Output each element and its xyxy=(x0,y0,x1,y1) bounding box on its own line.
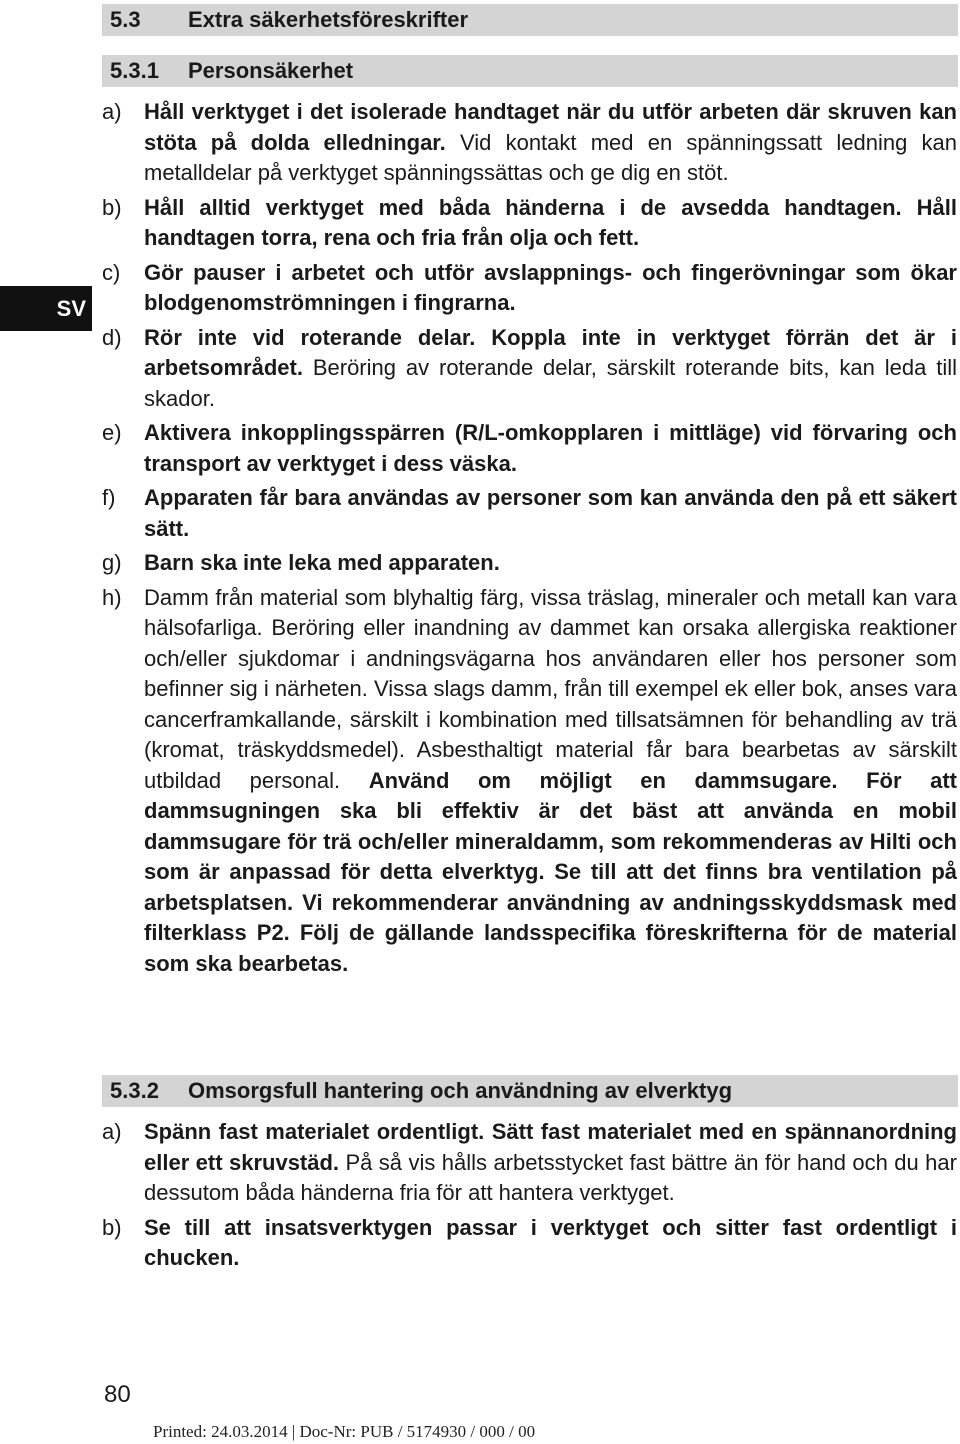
item-letter: f) xyxy=(102,485,116,510)
item-bold-text: Rör inte vid roterande delar. Koppla inte in verktyget förrän det är i arbetsområdet. xyxy=(144,324,957,380)
item-letter: e) xyxy=(102,420,122,445)
list-item xyxy=(102,323,957,415)
subsection-heading-1 xyxy=(102,55,958,87)
item-text xyxy=(144,1117,957,1209)
item-bold-text: Använd om möjligt en dammsugare. För att dammsugningen ska bli effektiv är det bäst att använda en mobil dammsugare för trä och/eller mineraldamm, som rekommenderas av Hilti och som är anpassad för detta elverktyg. Se till att det finns bra ventilation på arbetsplatsen. Vi rekommenderar användning av andningsskyddsmask med filterklass P2. Följ de gällande landsspecifika föreskrifterna för de material som ska bearbetas. xyxy=(144,767,957,976)
item-bold-text: Spänn fast materialet ordentligt. Sätt fast materialet med en spännanordning eller ett skruvstäd. xyxy=(144,1119,957,1175)
item-text xyxy=(144,583,957,980)
item-text xyxy=(144,1213,957,1274)
item-bold-text: Aktivera inkopplingsspärren (R/L-omkopplaren i mittläge) vid förvaring och transport av verktyget i dess väska. xyxy=(144,420,957,476)
list-item xyxy=(102,418,957,479)
print-footer: Printed: 24.03.2014 | Doc-Nr: PUB / 5174930 / 000 / 00 xyxy=(153,1422,536,1441)
subsection-number: 5.3.2 xyxy=(110,1078,159,1103)
list-item xyxy=(102,258,957,319)
section-number: 5.3 xyxy=(110,7,141,32)
item-letter: c) xyxy=(102,259,121,285)
item-normal-text: Beröring av roterande delar, särskilt roterande bits, kan leda till skador. xyxy=(144,355,957,411)
item-bold-text: Håll verktyget i det isolerade handtaget när du utför arbeten där skruven kan stöta på dolda elledningar. xyxy=(144,99,957,155)
item-bold-text: Håll alltid verktyget med båda händerna i de avsedda handtagen. Håll handtagen torra, rena och fria från olja och fett. xyxy=(144,194,957,250)
section-title: Extra säkerhetsföreskrifter xyxy=(188,7,469,32)
section-heading xyxy=(102,4,958,36)
item-text xyxy=(144,97,957,189)
item-bold-text: Barn ska inte leka med apparaten. xyxy=(144,550,500,575)
page-number: 80 xyxy=(104,1381,131,1408)
safety-list-personal xyxy=(102,97,957,983)
item-letter: a) xyxy=(102,1119,122,1144)
subsection-title: Personsäkerhet xyxy=(188,58,354,83)
item-bold-text: Gör pauser i arbetet och utför avslappnings- och fingerövningar som ökar blodgenomströmningen i fingrarna. xyxy=(144,259,957,315)
item-letter: g) xyxy=(102,550,122,575)
item-text xyxy=(144,193,957,254)
item-normal-text: Vid kontakt med en spänningssatt ledning kan metalldelar på verktyget spänningssättas och ge dig en stöt. xyxy=(144,129,957,185)
safety-list-tool-use xyxy=(102,1117,957,1278)
item-bold-text: Se till att insatsverktygen passar i verktyget och sitter fast ordentligt i chucken. xyxy=(144,1214,957,1270)
item-text xyxy=(144,323,957,415)
item-letter: h) xyxy=(102,584,122,610)
language-tab: SV xyxy=(0,286,92,331)
subsection-heading-2 xyxy=(102,1075,958,1107)
item-text xyxy=(144,483,957,544)
list-item xyxy=(102,583,957,980)
item-bold-text: Apparaten får bara användas av personer som kan använda den på ett säkert sätt. xyxy=(144,485,957,541)
item-letter: d) xyxy=(102,324,122,350)
item-text xyxy=(144,258,957,319)
list-item xyxy=(102,548,957,579)
list-item xyxy=(102,1117,957,1209)
item-normal-text: Damm från material som blyhaltig färg, vissa träslag, mineraler och metall kan vara hälsofarliga. Beröring eller inandning av dammet kan orsaka allergiska reaktioner och/eller sjukdomar i andningsvägarna hos användaren eller hos personer som befinner sig i närheten. Vissa slags damm, från till exempel ek eller bok, anses vara cancerframkallande, särskilt i kombination med tillsatsämnen för behandling av trä (kromat, träskyddsmedel). Asbesthaltigt material får bara bearbetas av särskilt utbildad personal. xyxy=(144,584,957,793)
list-item xyxy=(102,483,957,544)
list-item xyxy=(102,1213,957,1274)
item-letter: b) xyxy=(102,194,122,220)
item-normal-text: På så vis hålls arbetsstycket fast bättre än för hand och du har dessutom båda händerna fria för att hantera verktyget. xyxy=(144,1149,957,1205)
subsection-title: Omsorgsfull hantering och användning av elverktyg xyxy=(188,1078,733,1103)
item-text xyxy=(144,418,957,479)
subsection-number: 5.3.1 xyxy=(110,58,159,83)
list-item xyxy=(102,193,957,254)
item-letter: a) xyxy=(102,99,122,124)
item-letter: b) xyxy=(102,1214,122,1240)
item-text xyxy=(144,548,957,579)
list-item xyxy=(102,97,957,189)
